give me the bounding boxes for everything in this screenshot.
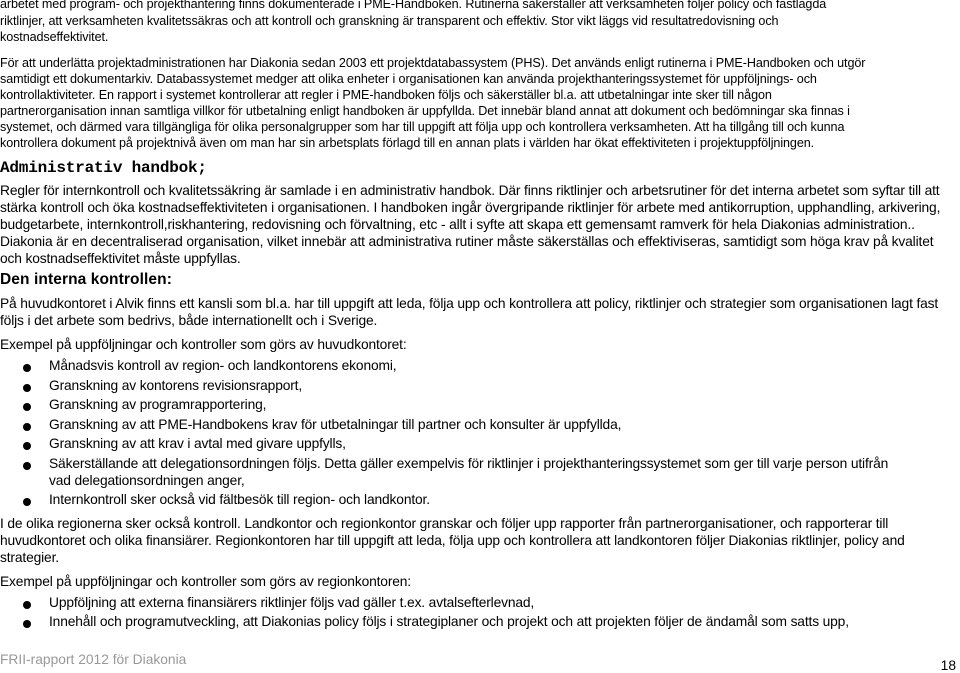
- list-item: Granskning av att krav i avtal med givare uppfylls,: [49, 436, 346, 451]
- bullet-icon: [23, 403, 31, 411]
- bullet-icon: [23, 442, 31, 450]
- bullet-icon: [23, 462, 31, 470]
- paragraph-line: partnerorganisation innan samtliga villkor för utbetalning enligt handboken är uppfyllda. Det innebär bland annat att dokument och bedömningar ska finnas i: [0, 104, 850, 118]
- footer-report-title: FRII-rapport 2012 för Diakonia: [0, 652, 187, 667]
- list-item: Uppföljning att externa finansiärers riktlinjer följs vad gäller t.ex. avtalsefterlevnad,: [49, 595, 535, 610]
- list-item: Månadsvis kontroll av region- och landkontorens ekonomi,: [49, 358, 397, 373]
- paragraph-line: huvudkontoret och olika finansiärer. Regionkontoren har till uppgift att leda, följa upp och kontrollera att landkontoren följer Diakonias riktlinjer, policy and: [0, 533, 905, 548]
- bullet-icon: [23, 620, 31, 628]
- list-item-continuation: vad delegationsordningen anger,: [49, 473, 245, 488]
- list-item: Internkontroll sker också vid fältbesök till region- och landkontor.: [49, 492, 430, 507]
- bullet-icon: [23, 498, 31, 506]
- bullet-icon: [23, 423, 31, 431]
- paragraph-line: kontrollaktiviteter. En rapport i systemet kontrollerar att regler i PME-handboken följs och säkerställer bl.a. att utbetalningar inte sker till någon: [0, 88, 772, 102]
- paragraph-line: arbetet med program- och projekthantering finns dokumenterade i PME-Handboken. Rutinerna säkerställer att verksamheten följer policy och fastlagda: [0, 0, 827, 11]
- list-item: Säkerställande att delegationsordningen följs. Detta gäller exempelvis för riktlinjer i projekthanteringssystemet som ger till varje person utifrån: [49, 456, 889, 471]
- paragraph-line: följs i det arbete som bedrivs, både internationellt och i Sverige.: [0, 313, 378, 328]
- page-number: 18: [940, 658, 956, 673]
- paragraph-line: På huvudkontoret i Alvik finns ett kansli som bl.a. har till uppgift att leda, följa upp och kontrollera att policy, riktlinjer och strategier som organisationen lagt fast: [0, 296, 939, 311]
- section-heading-administrativ-handbok: Administrativ handbok;: [0, 159, 207, 177]
- bullet-icon: [23, 384, 31, 392]
- paragraph-line: samtidigt ett dokumentarkiv. Databassystemet medger att olika enheter i organisationen kan använda projekthanteringssystemet för uppföljnings- och: [0, 72, 817, 86]
- paragraph-line: och kostnadseffektivitet måste uppfyllas.: [0, 251, 241, 266]
- paragraph-line: systemet, och därmed vara tillgängliga för olika personalgrupper som har till uppgift att följa upp och kontrollera verksamheten. Att ha tillgång till och kunna: [0, 120, 845, 134]
- paragraph-line: strategier.: [0, 550, 59, 565]
- bullet-icon: [23, 601, 31, 609]
- paragraph-line: kontrollera dokument på projektnivå även om man har sin arbetsplats förlagd till en annan plats i världen har ökat effektiviteten i projektuppföljningen.: [0, 136, 815, 150]
- list-item: Innehåll och programutveckling, att Diakonias policy följs i strategiplaner och projekt och att projekten följer de ändamål som satts upp,: [49, 614, 849, 629]
- paragraph-line: Exempel på uppföljningar och kontroller som görs av huvudkontoret:: [0, 337, 407, 352]
- paragraph-line: Exempel på uppföljningar och kontroller som görs av regionkontoren:: [0, 574, 411, 589]
- paragraph-line: stärka kontroll och öka kostnadseffektiviteten i organisationen. I handboken ingår övergripande riktlinjer för arbete med antikorruption, upphandling, arkivering,: [0, 200, 941, 215]
- list-item: Granskning av programrapportering,: [49, 397, 267, 412]
- paragraph-line: riktlinjer, att verksamheten kvalitetssäkras och att kontroll och granskning är transparent och effektiv. Stor vikt läggs vid resultatredovisning och: [0, 14, 779, 28]
- section-heading-den-interna-kontrollen: Den interna kontrollen:: [0, 271, 172, 288]
- paragraph-line: För att underlätta projektadministrationen har Diakonia sedan 2003 ett projektdatabassystem (PHS). Det används enligt rutinerna i PME-Handboken och utgör: [0, 56, 866, 70]
- bullet-icon: [23, 364, 31, 372]
- list-item: Granskning av kontorens revisionsrapport,: [49, 378, 303, 393]
- paragraph-line: I de olika regionerna sker också kontroll. Landkontor och regionkontor granskar och följer upp rapporter från partnerorganisationer, och rapporterar till: [0, 516, 889, 531]
- paragraph-line: budgetarbete, internkontroll,riskhantering, redovisning och förvaltning, etc - allt i syfte att skapa ett gemensamt ramverk för hela Diakonias administration..: [0, 217, 915, 232]
- paragraph-line: kostnadseffektivitet.: [0, 30, 109, 44]
- list-item: Granskning av att PME-Handbokens krav för utbetalningar till partner och konsulter är uppfyllda,: [49, 417, 622, 432]
- paragraph-line: Diakonia är en decentraliserad organisation, vilket innebär att administrativa rutiner måste säkerställas och effektiviseras, samtidigt som höga krav på kvalitet: [0, 234, 934, 249]
- paragraph-line: Regler för internkontroll och kvalitetssäkring är samlade i en administrativ handbok. Där finns riktlinjer och arbetsrutiner för det interna arbetet som syftar till att: [0, 183, 940, 198]
